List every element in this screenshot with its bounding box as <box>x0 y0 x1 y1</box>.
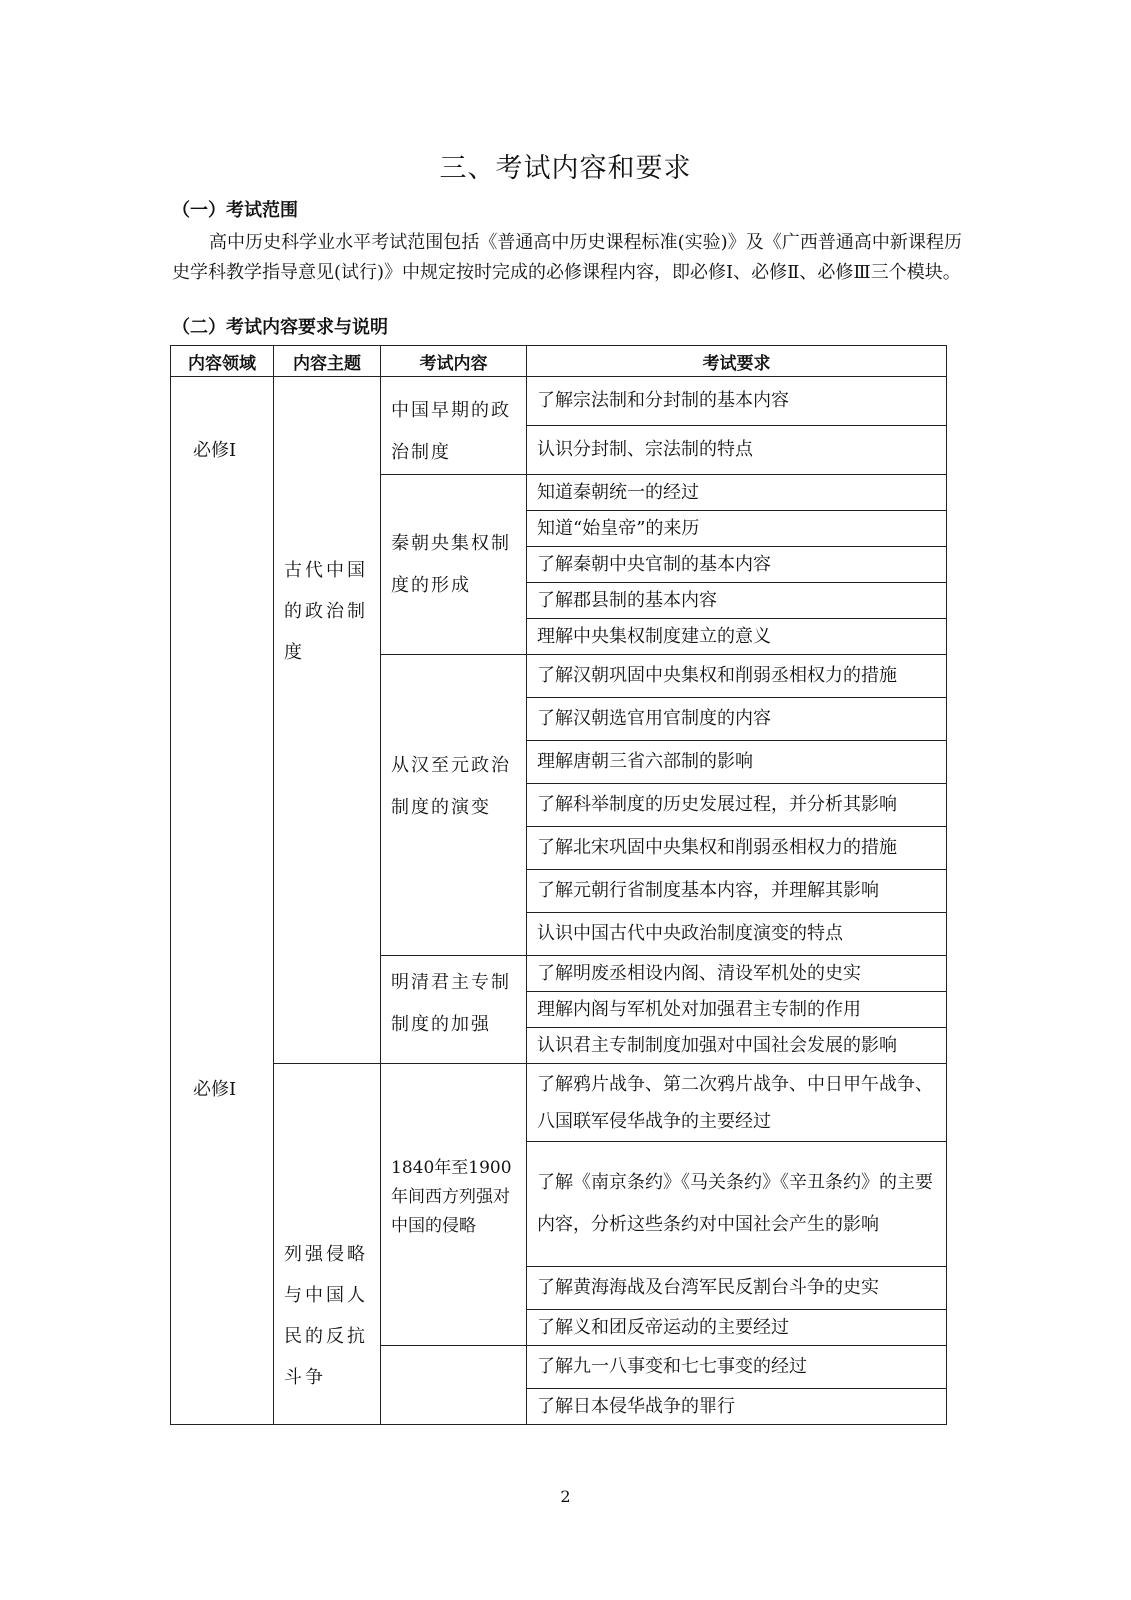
exam-requirements-table <box>170 345 947 1425</box>
domain-cell <box>171 377 274 1425</box>
content-cell: 从汉至元政治制度的演变 <box>381 655 527 956</box>
requirement-text: 了解元朝行省制度基本内容，并理解其影响 <box>537 880 879 901</box>
scope-paragraph: 高中历史科学业水平考试范围包括《普通高中历史课程标准(实验)》及《广西普通高中新课程历史学科教学指导意见(试行)》中规定按时完成的必修课程内容，即必修Ⅰ、必修Ⅱ、必修Ⅲ三个模块。 <box>172 232 962 283</box>
requirement-text: 知道秦朝统一的经过 <box>537 481 699 503</box>
requirement-text: 了解明废丞相设内阁、清设军机处的史实 <box>537 962 861 984</box>
requirement-text: 了解秦朝中央官制的基本内容 <box>537 553 771 575</box>
requirement-cell <box>527 1028 947 1064</box>
requirement-text: 理解唐朝三省六部制的影响 <box>537 751 753 772</box>
requirement-text: 了解科举制度的历史发展过程，并分析其影响 <box>537 794 897 815</box>
requirement-text: 理解内阁与军机处对加强君主专制的作用 <box>537 998 861 1020</box>
requirement-cell <box>527 913 947 956</box>
requirement-cell <box>527 619 947 655</box>
header-theme: 内容主题 <box>274 346 381 377</box>
requirement-text: 了解汉朝巩固中央集权和削弱丞相权力的措施 <box>537 665 897 686</box>
section-heading-requirements: （二）考试内容要求与说明 <box>172 317 388 338</box>
requirement-cell <box>527 1346 947 1389</box>
requirement-text: 了解宗法制和分封制的基本内容 <box>537 390 789 411</box>
requirement-text: 认识分封制、宗法制的特点 <box>537 439 753 460</box>
domain-label: 必修Ⅰ <box>193 440 237 461</box>
table-row <box>171 1064 947 1142</box>
table-row <box>171 377 947 426</box>
header-requirement: 考试要求 <box>527 346 947 377</box>
requirement-text: 了解义和团反帝运动的主要经过 <box>537 1316 789 1338</box>
requirement-text: 认识君主专制制度加强对中国社会发展的影响 <box>537 1034 897 1056</box>
requirement-cell <box>527 475 947 511</box>
requirement-cell <box>527 784 947 827</box>
header-domain: 内容领域 <box>171 346 274 377</box>
requirement-cell <box>527 956 947 992</box>
requirement-cell <box>527 583 947 619</box>
requirement-text: 认识中国古代中央政治制度演变的特点 <box>537 923 843 944</box>
requirement-cell <box>527 377 947 426</box>
requirement-cell <box>527 1389 947 1425</box>
requirement-cell <box>527 1142 947 1267</box>
table-header-row <box>171 346 947 377</box>
page-title: 三、考试内容和要求 <box>439 153 692 184</box>
requirement-text: 知道“始皇帝”的来历 <box>537 517 700 539</box>
theme-cell <box>274 377 381 1064</box>
content-cell <box>381 1346 527 1425</box>
theme-label: 古代中国的政治制度 <box>284 560 368 663</box>
domain-label: 必修Ⅰ <box>193 1079 237 1100</box>
requirement-cell <box>527 426 947 475</box>
page-number: 2 <box>560 1487 571 1506</box>
content-cell: 中国早期的政治制度 <box>381 377 527 475</box>
requirement-cell <box>527 1064 947 1142</box>
requirement-cell <box>527 1310 947 1346</box>
requirement-text: 了解日本侵华战争的罪行 <box>537 1395 735 1417</box>
requirement-text: 了解《南京条约》《马关条约》《辛丑条约》的主要内容，分析这些条约对中国社会产生的影响 <box>537 1172 933 1235</box>
requirement-cell <box>527 547 947 583</box>
requirement-text: 了解九一八事变和七七事变的经过 <box>537 1356 807 1377</box>
theme-cell <box>274 1064 381 1425</box>
theme-label: 列强侵略与中国人民的反抗斗争 <box>284 1244 368 1388</box>
requirement-text: 了解黄海海战及台湾军民反割台斗争的史实 <box>537 1277 879 1298</box>
requirement-text: 了解汉朝选官用官制度的内容 <box>537 708 771 729</box>
content-cell: 秦朝央集权制度的形成 <box>381 475 527 655</box>
requirement-cell <box>527 698 947 741</box>
requirement-cell <box>527 992 947 1028</box>
content-cell: 明清君主专制制度的加强 <box>381 956 527 1064</box>
requirement-cell <box>527 741 947 784</box>
header-content: 考试内容 <box>381 346 527 377</box>
requirement-text: 理解中央集权制度建立的意义 <box>537 625 771 647</box>
requirement-text: 了解鸦片战争、第二次鸦片战争、中日甲午战争、八国联军侵华战争的主要经过 <box>537 1073 933 1132</box>
requirement-cell <box>527 870 947 913</box>
requirement-cell <box>527 827 947 870</box>
requirement-cell <box>527 655 947 698</box>
requirement-text: 了解北宋巩固中央集权和削弱丞相权力的措施 <box>537 837 897 858</box>
requirement-cell <box>527 511 947 547</box>
requirement-cell <box>527 1267 947 1310</box>
content-cell: 1840年至1900年间西方列强对中国的侵略 <box>381 1064 527 1346</box>
requirement-text: 了解郡县制的基本内容 <box>537 589 717 611</box>
section-heading-scope: （一）考试范围 <box>172 200 298 221</box>
